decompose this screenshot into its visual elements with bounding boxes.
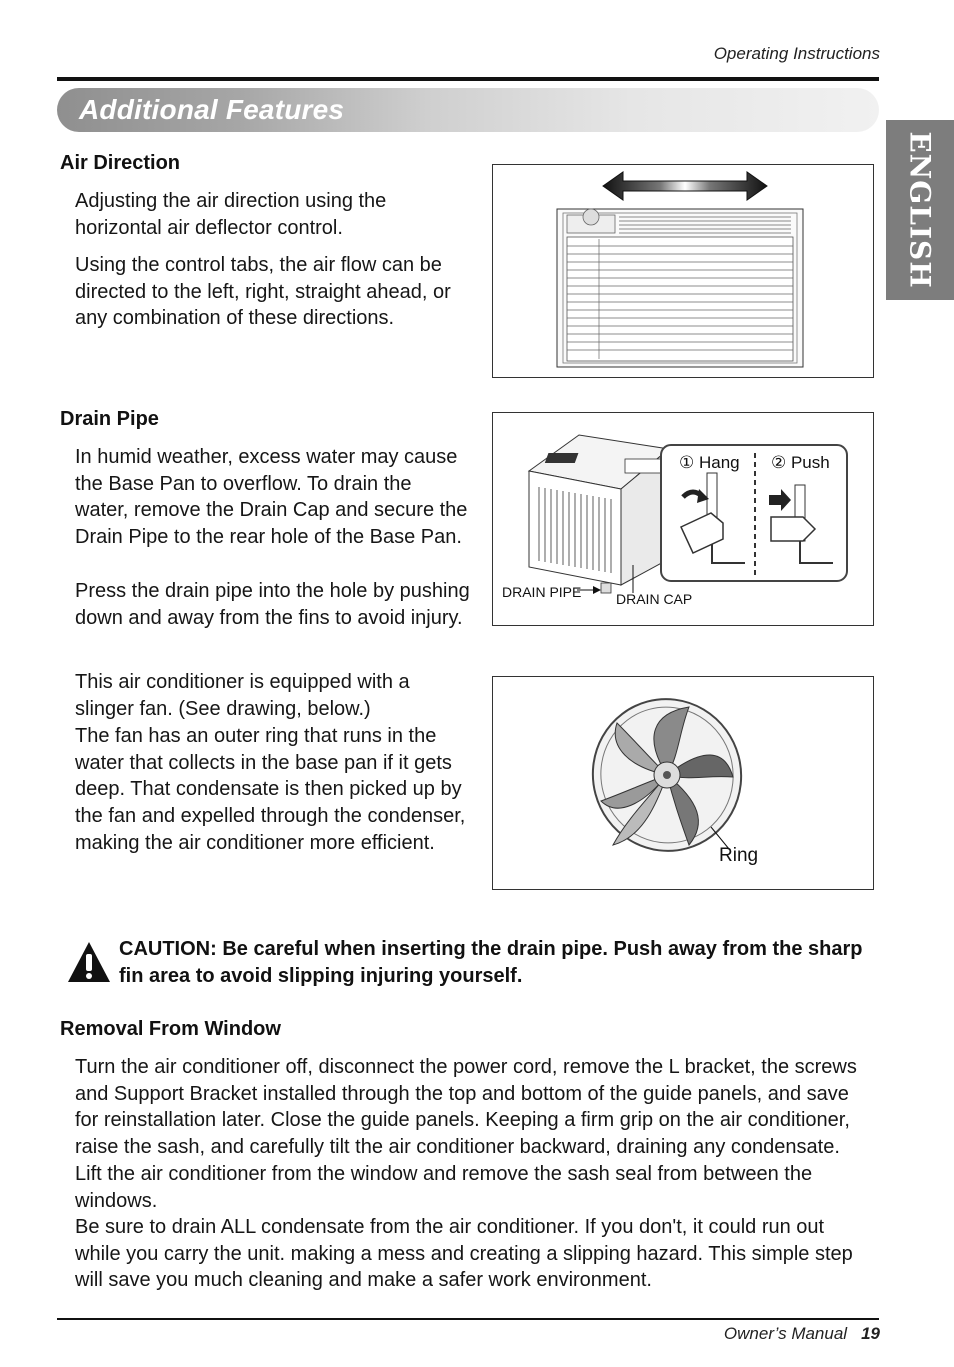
drain-pipe-figure <box>492 412 874 626</box>
language-tab-label: ENGLISH <box>903 131 937 289</box>
ring-label: Ring <box>719 845 759 866</box>
drain-pipe-paragraph-1: In humid weather, excess water may cause the Base Pan to overflow. To drain the water, remove the Drain Cap and secure the Drain Pipe to the rear hole of the Base Pan. <box>75 446 468 549</box>
air-deflector-figure <box>492 164 874 378</box>
footer-manual-label: Owner’s Manual <box>723 1324 848 1343</box>
slinger-fan-paragraph-1: This air conditioner is equipped with a slinger fan. (See drawing, below.) <box>75 671 410 720</box>
bottom-rule <box>57 1318 879 1320</box>
step-hang-label: ① Hang <box>679 453 740 472</box>
warning-triangle-icon <box>66 940 112 984</box>
page-title: Additional Features <box>79 94 345 125</box>
step-push-label: ② Push <box>771 453 830 472</box>
caution-text: CAUTION: Be careful when inserting the drain pipe. Push away from the sharp fin area to avoid slipping injuring yourself. <box>119 938 863 987</box>
slinger-fan-illustration <box>493 677 873 889</box>
slinger-fan-figure <box>492 676 874 890</box>
air-direction-heading: Air Direction <box>60 152 181 174</box>
drain-pipe-pointer-icon <box>577 583 611 594</box>
air-direction-paragraph-2: Using the control tabs, the air flow can be directed to the left, right, straight ahead, or any combination of these directions. <box>75 254 451 330</box>
footer <box>724 1324 880 1344</box>
drain-pipe-label: DRAIN PIPE <box>502 584 582 600</box>
running-header: Operating Instructions <box>713 44 880 63</box>
language-tab <box>886 120 954 300</box>
double-arrow-icon <box>603 172 767 200</box>
removal-paragraph-2: Be sure to drain ALL condensate from the air conditioner. If you don't, it could run out while you carry the unit. making a mess and creating a slipping hazard. This simple step will save you much cleaning and make a safer work environment. <box>75 1216 853 1292</box>
top-rule <box>57 77 879 81</box>
air-direction-paragraph-1: Adjusting the air direction using the horizontal air deflector control. <box>75 190 387 239</box>
removal-paragraph-1: Turn the air conditioner off, disconnect the power cord, remove the L bracket, the screws and Support Bracket installed through the top and bottom of the guide panels, and save for reinstallation later. Close the guide panels. Keeping a firm grip on the air conditioner, raise the sash, and carefully tilt the air conditioner backward, draining any condensate. Lift the air conditioner from the window and remove the sash seal from between the windows. <box>75 1056 857 1212</box>
drain-pipe-paragraph-1b: Press the drain pipe into the hole by pushing down and away from the fins to avoid injury. <box>75 580 470 629</box>
drain-cap-label: DRAIN CAP <box>616 591 693 607</box>
air-conditioner-front-illustration <box>493 165 873 377</box>
slinger-fan-paragraph-2: The fan has an outer ring that runs in the water that collects in the base pan if it gets deep. That condensate is then picked up by the fan and expelled through the condenser, making the air conditioner more efficient. <box>75 725 466 854</box>
drain-pipe-heading: Drain Pipe <box>60 408 159 430</box>
page-number: 19 <box>861 1324 880 1343</box>
removal-heading: Removal From Window <box>60 1018 281 1040</box>
